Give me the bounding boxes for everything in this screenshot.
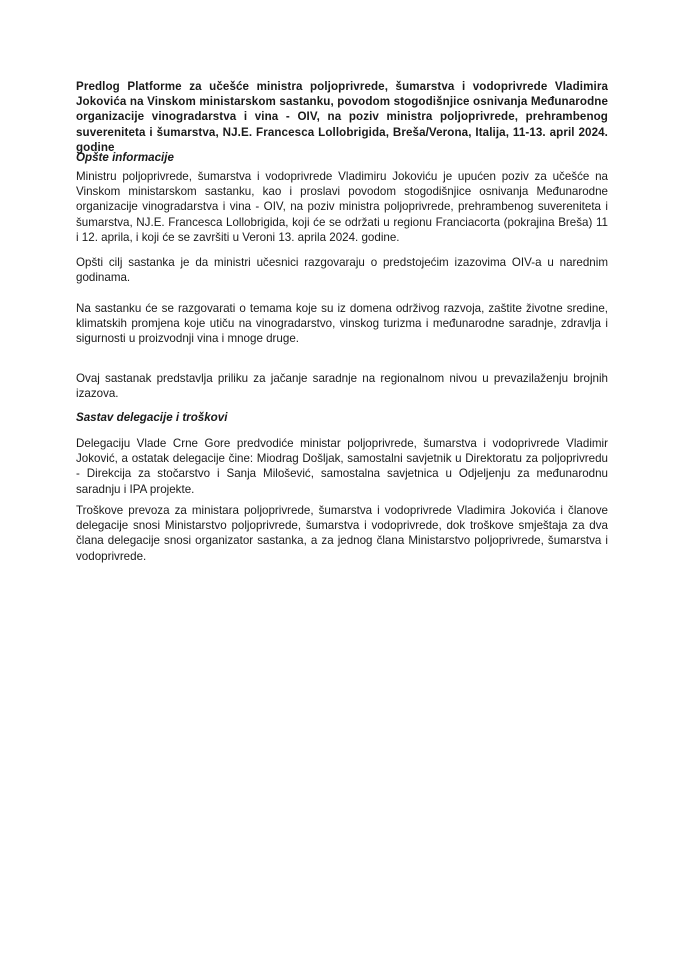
paragraph: Opšti cilj sastanka je da ministri učesnici razgovaraju o predstojećim izazovima OIV-a u narednim godinama. <box>76 256 608 285</box>
paragraph: Troškove prevoza za ministara poljoprivrede, šumarstva i vodoprivrede Vladimira Jokovića i članove delegacije snosi Ministarstvo poljoprivrede, šumarstva i vodoprivrede, dok troškove smještaja za dva člana delegacije snosi organizator sastanka, a za jednog člana Ministarstvo poljoprivrede, šumarstva i vodoprivrede. <box>76 504 608 563</box>
section-heading-delegation: Sastav delegacije i troškovi <box>76 411 228 424</box>
section-heading-general-info: Opšte informacije <box>76 151 174 164</box>
paragraph: Na sastanku će se razgovarati o temama koje su iz domena održivog razvoja, zaštite životne sredine, klimatskih promjena koje utiču na vinogradarstvo, vinskog turizma i međunarodne saradnje, zdravlja i sigurnosti u proizvodnji vina i mnoge druge. <box>76 302 608 346</box>
paragraph: Ministru poljoprivrede, šumarstva i vodoprivrede Vladimiru Jokoviću je upućen poziv za učešće na Vinskom ministarskom sastanku, kao i proslavi povodom stogodišnjice osnivanja Međunarodne organizacije vinogradarstva i vina - OIV, na poziv ministra poljoprivrede, prehrambenog suvereniteta i šumarstva, NJ.E. Francesca Lollobrigida, koji će se održati u regionu Franciacorta (pokrajina Breša) 11 i 12. aprila, i koji će se završiti u Veroni 13. aprila 2024. godine. <box>76 170 608 244</box>
document-title: Predlog Platforme za učešće ministra poljoprivrede, šumarstva i vodoprivrede Vladimira Jokovića na Vinskom ministarskom sastanku, povodom stogodišnjice osnivanja Međunarodne organizacije vinogradarstva i vina - OIV, na poziv ministra poljoprivrede, prehrambenog suvereniteta i šumarstva, NJ.E. Francesca Lollobrigida, Breša/Verona, Italija, 11-13. april 2024. godine <box>76 80 608 154</box>
paragraph: Ovaj sastanak predstavlja priliku za jačanje saradnje na regionalnom nivou u prevazilaženju brojnih izazova. <box>76 372 608 401</box>
paragraph: Delegaciju Vlade Crne Gore predvodiće ministar poljoprivrede, šumarstva i vodoprivrede Vladimir Joković, a ostatak delegacije čine: Miodrag Došljak, samostalni savjetnik u Direktoratu za poljoprivredu - Direkcija za stočarstvo i Sanja Milošević, samostalna savjetnica u Odjeljenju za međunarodnu saradnju i IPA projekte. <box>76 437 608 496</box>
